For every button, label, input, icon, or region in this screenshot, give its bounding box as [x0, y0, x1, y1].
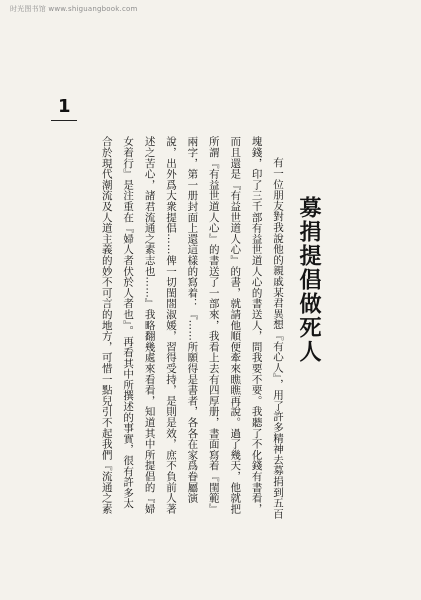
- text-column: 而且還是『有益世道人心』的書，就請他順便牽來瞧瞧再說。過了幾天，他就把: [229, 136, 242, 514]
- text-column: 說，出外爲大衆提倡……俾一切閨閤淑媛，習得受持，是則是效，庶不負前人著: [164, 136, 177, 514]
- text-column: 女着行』是注重在『婦人者伏於人者也』。再看其中所撰述的事實，很有許多太: [122, 136, 135, 509]
- text-column: 述之苦心，諸君流通之素志也……』我略翻幾處來看看，知道其中所提倡的『婦: [143, 136, 156, 514]
- article-body: [53, 136, 288, 568]
- page-number-rule: [51, 120, 77, 121]
- text-column: 有一位朋友對我說他的親戚某君異想『有心人』，用了許多精神去募捐到五百: [272, 157, 284, 519]
- text-column: 合於現代潮流及人道主義的妙不可言的地方，可惜一點兒引不起我們『流通之素: [100, 136, 113, 514]
- text-column: 兩字，第一册封面上還這樣的寫着：『……所願得是書者，各各在家爲眷屬演: [186, 136, 199, 504]
- text-column: 所謂『有益世道人心』的書送了一部來，我看上去有四厚册，書面寫着『閨範』: [207, 136, 220, 514]
- watermark: 时光图书馆 www.shiguangbook.com: [10, 5, 138, 13]
- page-number: 1: [58, 96, 71, 117]
- text-column: 塊錢，印了三千部有益世道人心的書送人，問我要不要。我聽了不化錢有書看，: [250, 136, 263, 514]
- article-title: 募捐提倡做死人: [296, 196, 322, 364]
